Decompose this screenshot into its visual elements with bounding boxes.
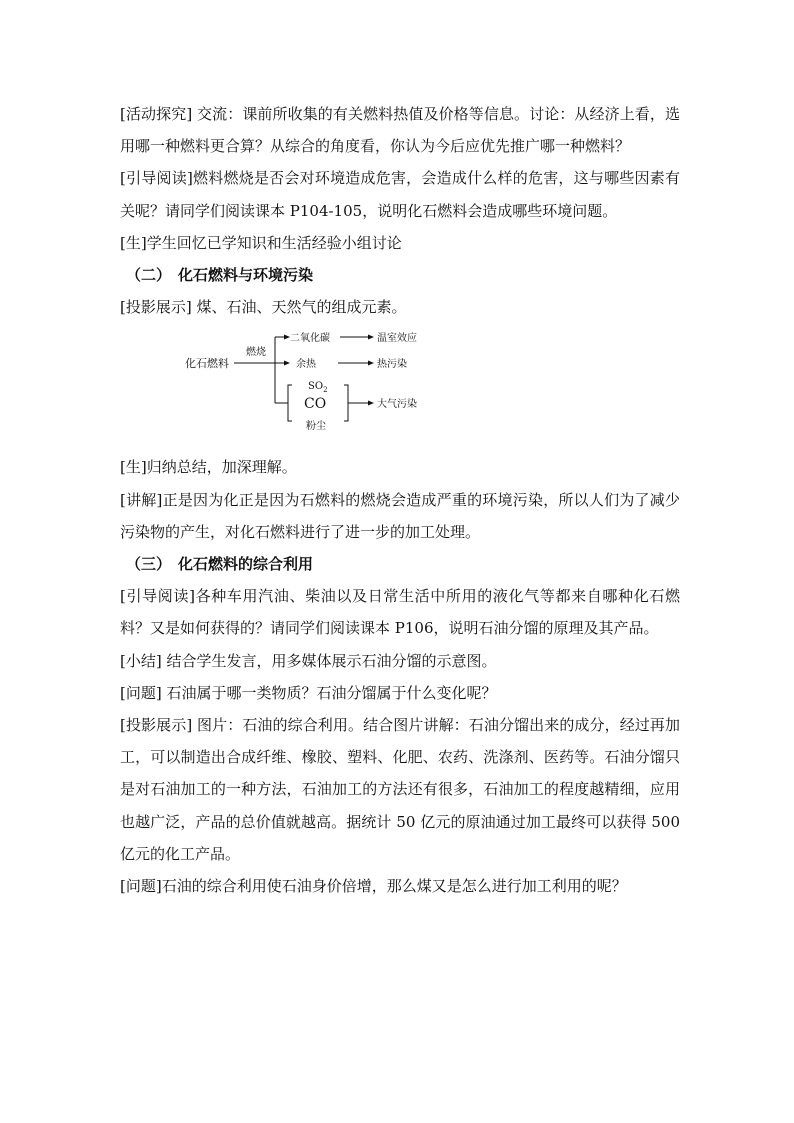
paragraph-guided-reading-1: [引导阅读]燃料燃烧是否会对环境造成危害，会造成什么样的危害，这与哪些因素有关呢？请同学们阅读课本 P104-105，说明化石燃料会造成哪些环境问题。 [120, 169, 680, 220]
section-title: 化石燃料的综合利用 [178, 555, 314, 574]
paragraph-activity: [活动探究] 交流：课前所收集的有关燃料热值及价格等信息。讨论：从经济上看，选用哪一种燃料更合算？从综合的角度看，你认为今后应优先推广哪一种燃料？ [120, 105, 680, 156]
arrow-to-thermal [368, 361, 374, 366]
section-number: （二） [126, 266, 172, 285]
paragraph-student-discussion: [生]学生回忆已学知识和生活经验小组讨论 [120, 233, 402, 252]
diagram-bracket-left [288, 385, 292, 421]
paragraph-guided-reading-2: [引导阅读]各种车用汽油、柴油以及日常生活中所用的液化气等都来自哪种化石燃料？又是如何获得的？请同学们阅读课本 P106，说明石油分馏的原理及其产品。 [120, 587, 680, 638]
diagram-pollutant-co: CO [304, 396, 327, 413]
section-title: 化石燃料与环境污染 [178, 266, 314, 285]
section-heading-3 [120, 548, 680, 580]
diagram-effect-air: 大气污染 [377, 399, 417, 411]
flow-diagram-svg [180, 325, 470, 445]
paragraph-question-2: [问题]石油的综合利用使石油身价倍增，那么煤又是怎么进行加工利用的呢？ [120, 877, 627, 896]
diagram-bracket-right [344, 385, 348, 421]
diagram-product-co2: 二氧化碳 [290, 333, 330, 345]
paragraph-projection-2: [投影展示] 图片：石油的综合利用。结合图片讲解：石油分馏出来的成分，经过再加工，可以制造出合成纤维、橡胶、塑料、化肥、农药、洗涤剂、医药等。石油分馏只是对石油加工的一种方法，石油加工的方法还有很多，石油加工的程度越精细，应用也越广泛，产品的总价值就越高。据统计 50 亿元的原油通过加工最终可以获得 500 亿元的化工产品。 [120, 716, 680, 863]
combustion-pollution-diagram [120, 325, 680, 445]
arrow-to-heat [284, 361, 290, 366]
diagram-source-label: 化石燃料 [185, 357, 229, 371]
diagram-effect-thermal: 热污染 [377, 359, 407, 371]
arrow-to-greenhouse [368, 335, 374, 340]
diagram-pollutant-so2: $SO_2$ [308, 381, 328, 395]
paragraph-question-1: [问题] 石油属于哪一类物质？石油分馏属于什么变化呢？ [120, 683, 497, 702]
section-heading-2 [120, 259, 680, 291]
diagram-product-heat: 余热 [296, 359, 316, 371]
arrow-to-air [368, 401, 374, 406]
paragraph-lecture: [讲解]正是因为化正是因为石燃料的燃烧会造成严重的环境污染，所以人们为了减少污染物的产生，对化石燃料进行了进一步的加工处理。 [120, 490, 680, 541]
diagram-action-label: 燃烧 [246, 347, 266, 359]
paragraph-summary: [小结] 结合学生发言，用多媒体展示石油分馏的示意图。 [120, 651, 497, 670]
section-number: （三） [126, 555, 172, 574]
document-page [120, 98, 680, 902]
diagram-effect-greenhouse: 温室效应 [377, 333, 417, 345]
paragraph-projection-1: [投影展示] 煤、石油、天然气的组成元素。 [120, 298, 407, 317]
diagram-pollutant-dust: 粉尘 [306, 421, 326, 433]
paragraph-student-summary: [生]归纳总结，加深理解。 [120, 458, 297, 477]
